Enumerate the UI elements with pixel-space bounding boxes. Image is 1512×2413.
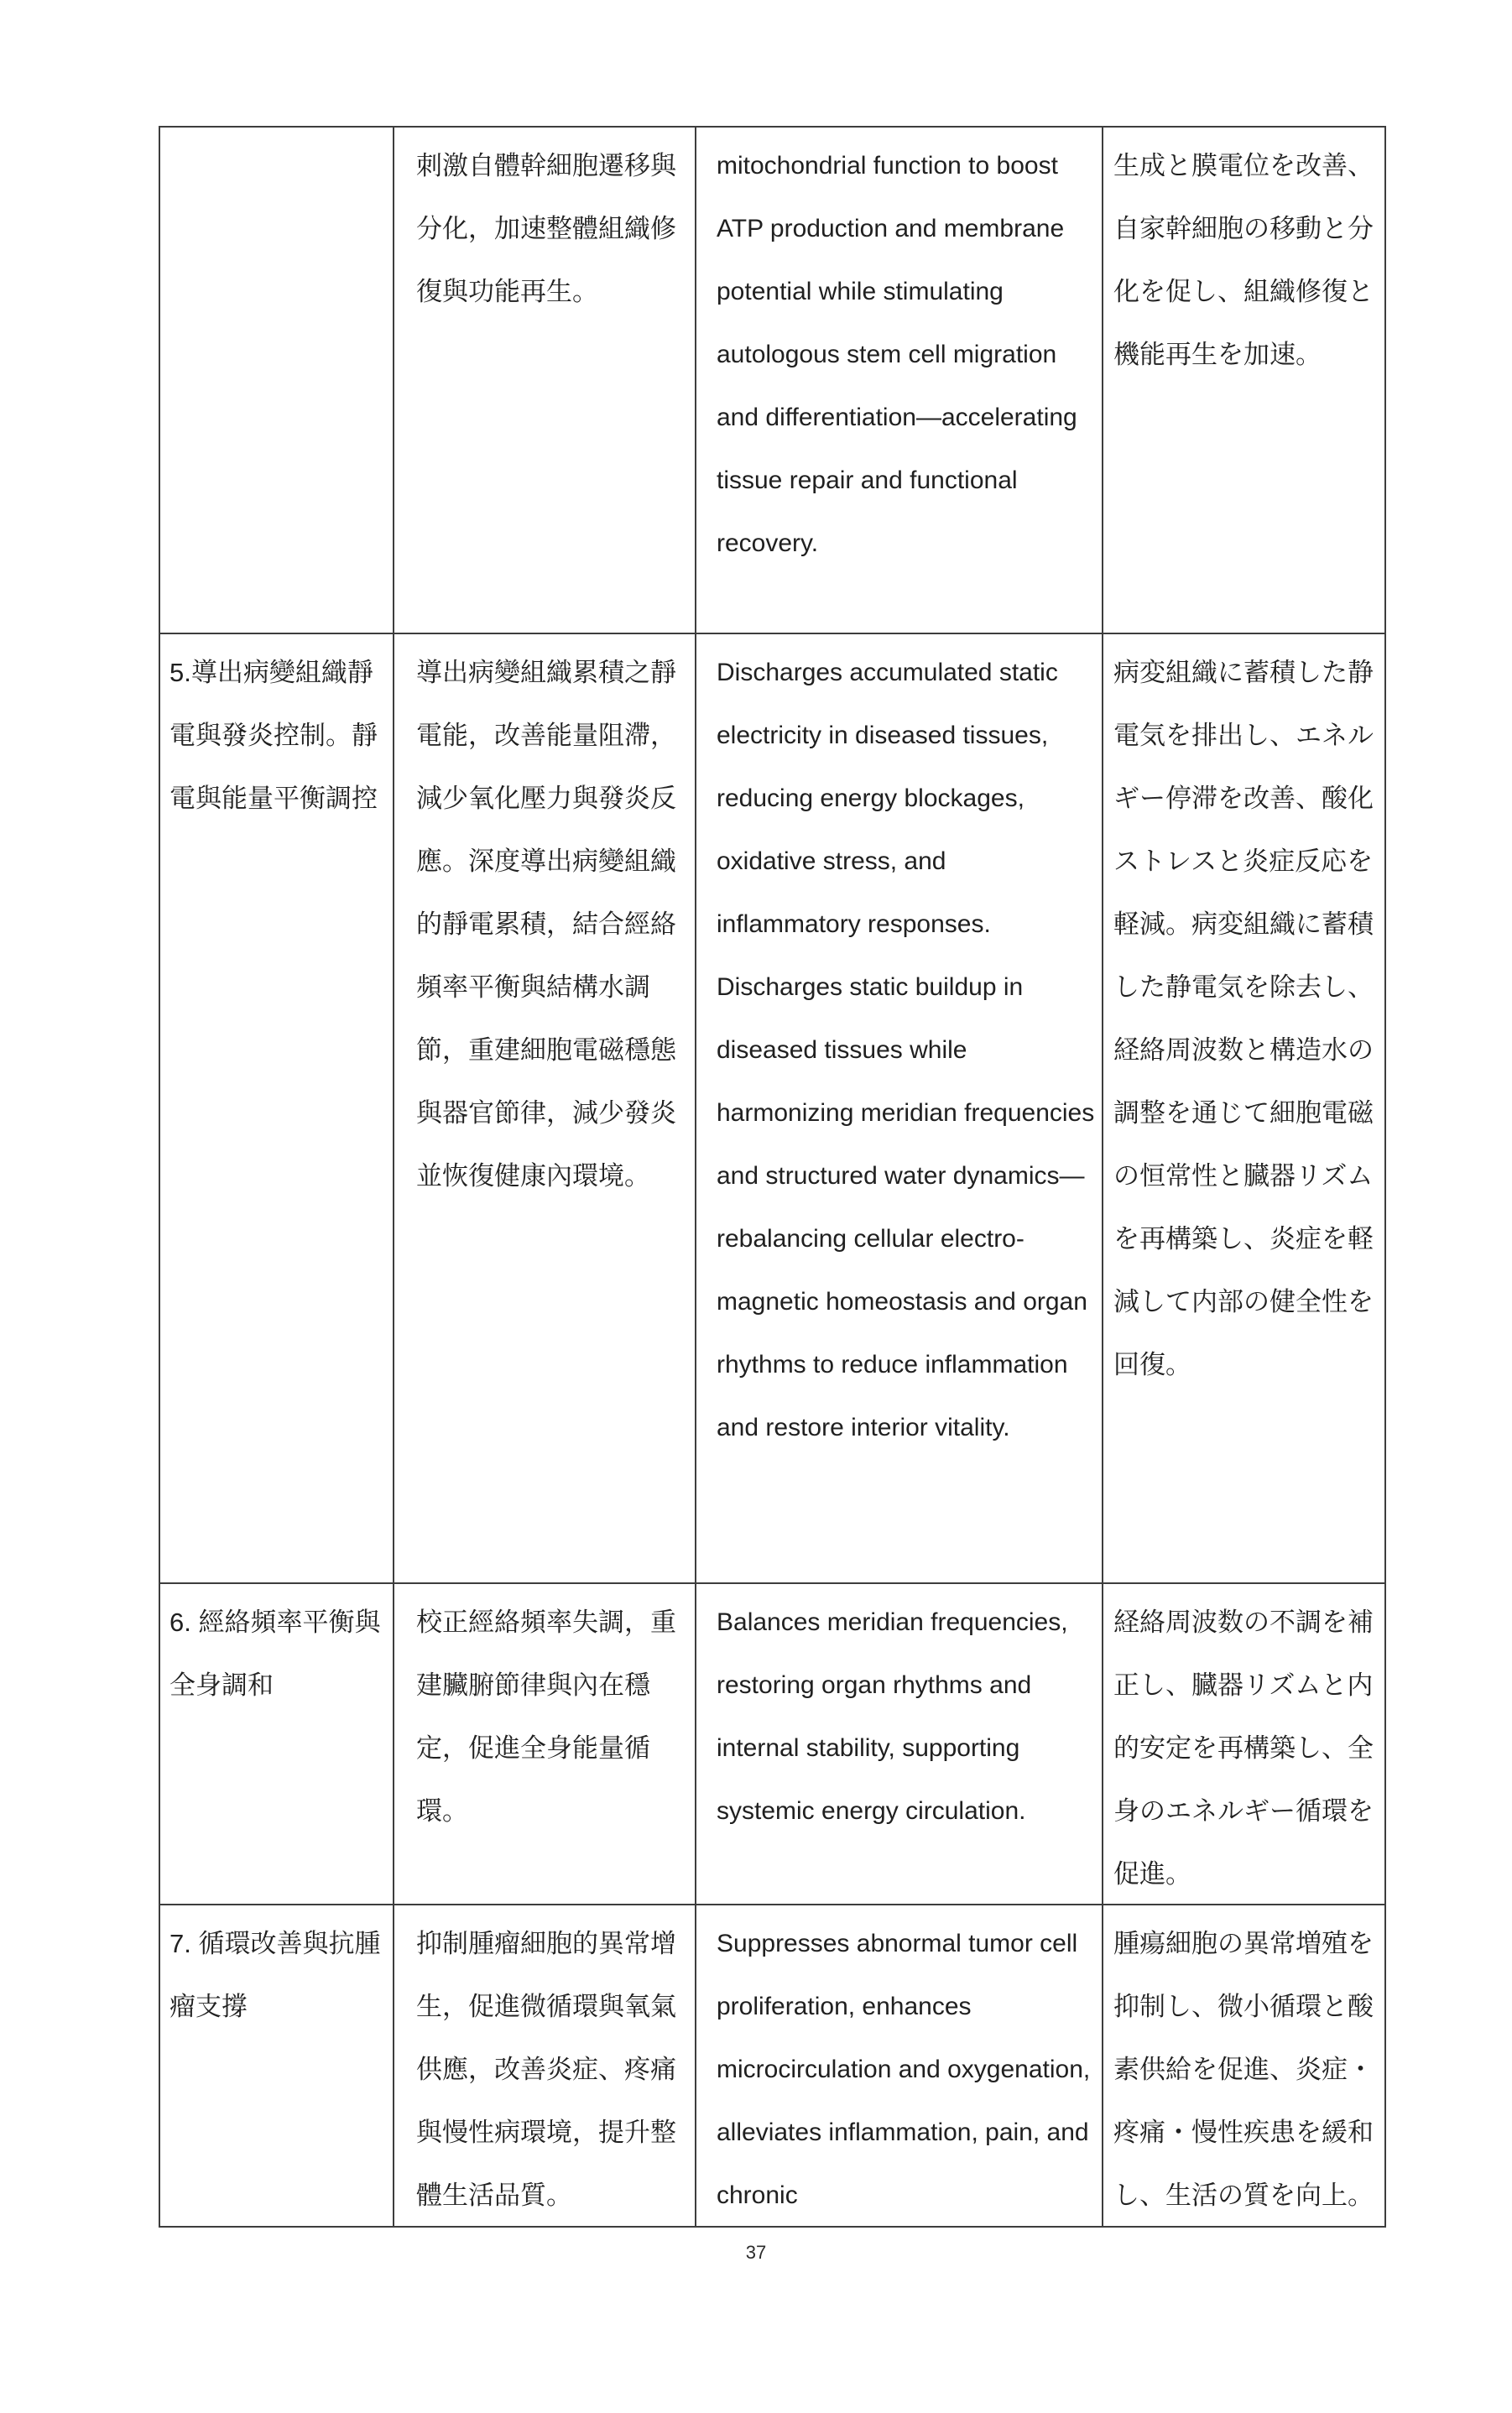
table-cell-ja-6: 経絡周波数の不調を補正し、臓器リズムと内的安定を再構築し、全身のエネルギー循環を促進。 [1103, 1584, 1384, 1905]
table-cell-zh-6: 校正經絡頻率失調，重建臟腑節律與內在穩定，促進全身能量循環。 [394, 1584, 696, 1905]
table-cell-item-7: 7. 循環改善與抗腫瘤支撐 [160, 1905, 394, 2226]
table-cell-item-5: 5.導出病變組織靜電與發炎控制。靜電與能量平衡調控 [160, 634, 394, 1584]
table-cell-en-5: Discharges accumulated static electricity in diseased tissues, reducing energy blockages, oxidative stress, and inflammatory responses. Discharges static buildup in diseased tissues while harmonizing meridian frequencies and structured water dynamics—rebalancing cellular electro-magnetic homeostasis and organ rhythms to reduce inflammation and restore interior vitality. [696, 634, 1103, 1584]
table-cell-en-6: Balances meridian frequencies, restoring organ rhythms and internal stability, supporting systemic energy circulation. [696, 1584, 1103, 1905]
table-cell-en-continuation: mitochondrial function to boost ATP production and membrane potential while stimulating autologous stem cell migration and differentiation—accelerating tissue repair and functional recovery. [696, 128, 1103, 634]
table-cell-ja-7: 腫瘍細胞の異常増殖を抑制し、微小循環と酸素供給を促進、炎症・疼痛・慢性疾患を緩和し、生活の質を向上。 [1113, 1929, 1374, 2210]
table-cell-item-6: 6. 經絡頻率平衡與全身調和 [160, 1584, 394, 1905]
table-cell-ja-5: 病変組織に蓄積した静電気を排出し、エネルギー停滞を改善、酸化ストレスと炎症反応を軽減。病変組織に蓄積した静電気を除去し、経絡周波数と構造水の調整を通じて細胞電磁の恒常性と臓器リズムを再構築し、炎症を軽減して内部の健全性を回復。 [1103, 634, 1384, 1584]
page-number: 37 [745, 2242, 767, 2263]
effects-table [159, 126, 1386, 2228]
table-cell-zh-7: 抑制腫瘤細胞的異常增生，促進微循環與氧氣供應，改善炎症、疼痛與慢性病環境，提升整體生活品質。 [394, 1905, 696, 2226]
table-cell-en-7: Suppresses abnormal tumor cell proliferation, enhances microcirculation and oxygenation, alleviates inflammation, pain, and chronic [696, 1905, 1103, 2226]
table-cell-item-continuation [160, 128, 394, 634]
table-cell-zh-continuation: 刺激自體幹細胞遷移與分化，加速整體組織修復與功能再生。 [394, 128, 696, 634]
table-cell-zh-5: 導出病變組織累積之靜電能，改善能量阻滯，減少氧化壓力與發炎反應。深度導出病變組織的靜電累積，結合經絡頻率平衡與結構水調節，重建細胞電磁穩態與器官節律，減少發炎並恢復健康內環境。 [394, 634, 696, 1584]
table-cell-ja-continuation: 生成と膜電位を改善、自家幹細胞の移動と分化を促し、組織修復と機能再生を加速。 [1103, 128, 1384, 634]
